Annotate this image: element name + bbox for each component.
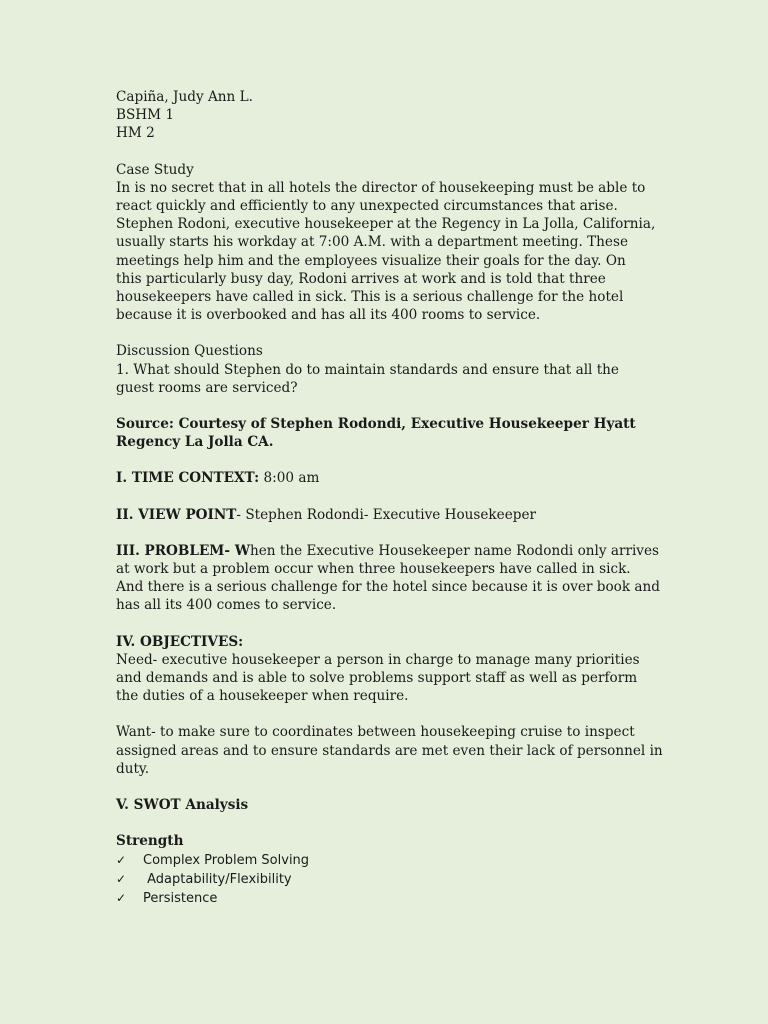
case-study-section — [116, 161, 656, 325]
view-point-value: - Stephen Rodondi- Executive Housekeeper — [236, 506, 537, 523]
list-item — [116, 851, 656, 870]
case-study-line: usually starts his workday at 7:00 A.M. with a department meeting. These — [116, 234, 628, 251]
strength-item: Persistence — [143, 890, 218, 906]
objectives-want-line: duty. — [116, 760, 150, 777]
case-study-line: react quickly and efficiently to any unexpected circumstances that arise. — [116, 198, 618, 215]
discussion-title: Discussion Questions — [116, 343, 263, 360]
objectives-need-line: the duties of a housekeeper when require. — [116, 688, 409, 705]
problem-first-line — [116, 542, 660, 560]
time-context-label: I. TIME CONTEXT: — [116, 470, 260, 487]
objectives-label: IV. OBJECTIVES: — [116, 633, 244, 650]
case-study-line: housekeepers have called in sick. This is a serious challenge for the hotel — [116, 289, 624, 306]
case-study-line: this particularly busy day, Rodoni arrives at work and is told that three — [116, 270, 606, 287]
view-point — [116, 506, 656, 524]
problem-line: And there is a serious challenge for the hotel since because it is over book and — [116, 579, 660, 596]
problem-label: III. PROBLEM- W — [116, 542, 250, 559]
case-study-line: In is no secret that in all hotels the director of housekeeping must be able to — [116, 179, 646, 196]
objectives-need-line: and demands and is able to solve problems support staff as well as perform — [116, 670, 638, 687]
student-course: HM 2 — [116, 125, 155, 142]
objectives-need-line: Need- executive housekeeper a person in charge to manage many priorities — [116, 651, 640, 668]
discussion-section — [116, 342, 656, 397]
discussion-question: 1. What should Stephen do to maintain standards and ensure that all the — [116, 361, 619, 378]
student-name: Capiña, Judy Ann L. — [116, 89, 253, 105]
swot-section — [116, 796, 656, 908]
strength-item: Adaptability/Flexibility — [143, 871, 292, 887]
list-item — [116, 889, 656, 908]
discussion-question: guest rooms are serviced? — [116, 379, 298, 396]
view-point-label: II. VIEW POINT — [116, 506, 237, 523]
objectives-want-line: assigned areas and to ensure standards are met even their lack of personnel in — [116, 742, 663, 759]
problem-line: at work but a problem occur when three housekeepers have called in sick. — [116, 561, 631, 578]
case-study-line: Stephen Rodoni, executive housekeeper at the Regency in La Jolla, California, — [116, 216, 656, 233]
student-program: BSHM 1 — [116, 107, 175, 124]
checkmark-icon: ✓ — [116, 890, 127, 905]
problem-first-line-text: hen the Executive Housekeeper name Rodondi only arrives — [250, 542, 660, 559]
document-page — [116, 88, 663, 908]
problem-line: has all its 400 comes to service. — [116, 597, 337, 614]
strength-item: Complex Problem Solving — [143, 852, 310, 868]
case-study-title: Case Study — [116, 161, 194, 178]
checkmark-icon: ✓ — [116, 871, 127, 886]
swot-label: V. SWOT Analysis — [116, 797, 249, 814]
list-item — [116, 870, 656, 889]
objectives-want-line: Want- to make sure to coordinates between housekeeping cruise to inspect — [116, 724, 635, 741]
problem-section — [116, 542, 660, 615]
case-study-line: meetings help him and the employees visualize their goals for the day. On — [116, 252, 626, 269]
source-section — [116, 415, 656, 451]
student-header — [116, 88, 656, 143]
source-line: Regency La Jolla CA. — [116, 434, 274, 451]
strength-label: Strength — [116, 833, 184, 850]
objectives-section — [116, 633, 663, 778]
source-line: Source: Courtesy of Stephen Rodondi, Executive Housekeeper Hyatt — [116, 416, 636, 433]
time-context — [116, 469, 656, 487]
checkmark-icon: ✓ — [116, 852, 127, 867]
strength-list — [116, 851, 656, 909]
time-context-value: 8:00 am — [259, 470, 320, 487]
case-study-line: because it is overbooked and has all its 400 rooms to service. — [116, 307, 541, 324]
